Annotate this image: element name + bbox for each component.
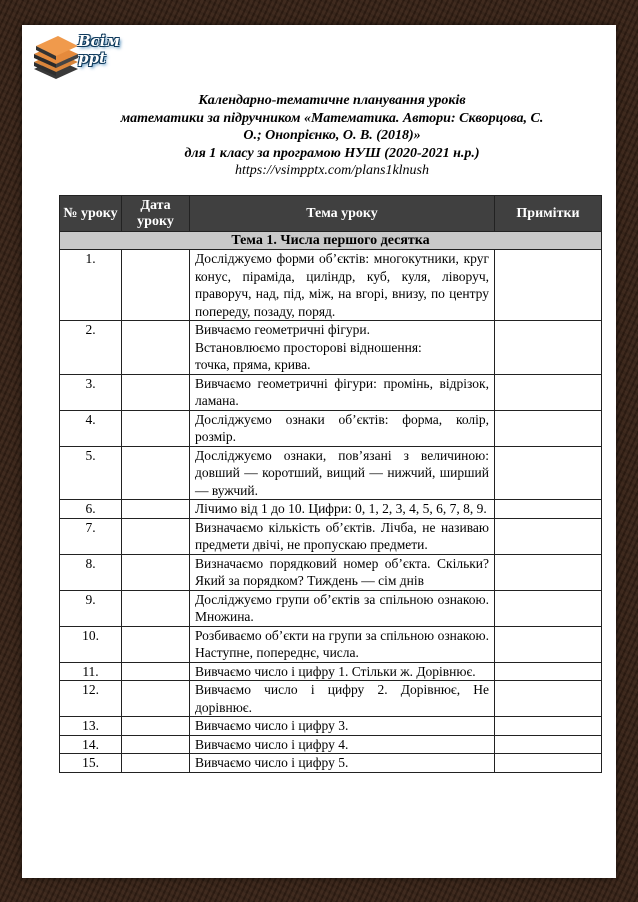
document-header xyxy=(72,92,592,180)
table-row xyxy=(60,250,602,321)
cell-topic: Вивчаємо число і цифру 5. xyxy=(190,754,495,773)
table-row xyxy=(60,518,602,554)
cell-topic: Досліджуємо групи об’єктів за спільною ознакою. Множина. xyxy=(190,590,495,626)
cell-date xyxy=(122,626,190,662)
cell-date xyxy=(122,590,190,626)
table-row xyxy=(60,681,602,717)
cell-number: 1. xyxy=(60,250,122,321)
cell-number: 13. xyxy=(60,717,122,736)
cell-notes xyxy=(495,717,602,736)
cell-topic: Вивчаємо число і цифру 3. xyxy=(190,717,495,736)
cell-number: 9. xyxy=(60,590,122,626)
cell-date xyxy=(122,754,190,773)
cell-topic: Вивчаємо число і цифру 1. Стільки ж. Дорівнює. xyxy=(190,662,495,681)
cell-notes xyxy=(495,500,602,519)
title-line-1: Календарно-тематичне планування уроків xyxy=(198,93,466,108)
cell-number: 8. xyxy=(60,554,122,590)
cell-topic: Досліджуємо форми об’єктів: многокутники, круг конус, піраміда, циліндр, куб, куля, ліворуч, праворуч, над, під, між, на вгорі, внизу, по центру попереду, позаду, поряд. xyxy=(190,250,495,321)
cell-topic: Вивчаємо число і цифру 2. Дорівнює, Не дорівнює. xyxy=(190,681,495,717)
lesson-plan-table xyxy=(59,195,602,773)
column-header-notes: Примітки xyxy=(495,196,602,232)
column-header-topic: Тема уроку xyxy=(190,196,495,232)
table-header-row xyxy=(60,196,602,232)
table-row xyxy=(60,754,602,773)
cell-date xyxy=(122,681,190,717)
cell-topic: Досліджуємо ознаки об’єктів: форма, колір, розмір. xyxy=(190,410,495,446)
cell-number: 15. xyxy=(60,754,122,773)
site-logo[interactable] xyxy=(28,29,138,81)
cell-date xyxy=(122,735,190,754)
cell-date xyxy=(122,662,190,681)
cell-topic: Визначаємо порядковий номер об’єкта. Скільки? Який за порядком? Тиждень — сім днів xyxy=(190,554,495,590)
table-row xyxy=(60,554,602,590)
column-header-number: № уроку xyxy=(60,196,122,232)
title-line-4: для 1 класу за програмою НУШ (2020-2021 н.р.) xyxy=(184,145,480,161)
cell-topic: Вивчаємо геометричні фігури: промінь, відрізок, ламана. xyxy=(190,374,495,410)
table-row xyxy=(60,446,602,500)
cell-date xyxy=(122,250,190,321)
logo-text: Всім ppt xyxy=(78,32,120,67)
cell-number: 3. xyxy=(60,374,122,410)
table-row xyxy=(60,717,602,736)
cell-date xyxy=(122,410,190,446)
cell-notes xyxy=(495,374,602,410)
cell-notes xyxy=(495,554,602,590)
cell-number: 4. xyxy=(60,410,122,446)
cell-notes xyxy=(495,410,602,446)
table-row xyxy=(60,662,602,681)
section-title: Тема 1. Числа першого десятка xyxy=(60,232,602,250)
source-url[interactable]: https://vsimpptx.com/plans1klnush xyxy=(234,163,430,178)
cell-date xyxy=(122,518,190,554)
section-row xyxy=(60,232,602,250)
cell-notes xyxy=(495,590,602,626)
cell-notes xyxy=(495,735,602,754)
table-row xyxy=(60,735,602,754)
title-line-2: математики за підручником «Математика. Автори: Скворцова, С. xyxy=(120,110,544,126)
cell-date xyxy=(122,500,190,519)
cell-topic: Вивчаємо геометричні фігури. Встановлюємо просторові відношення: точка, пряма, крива. xyxy=(190,321,495,375)
table-row xyxy=(60,410,602,446)
cell-number: 11. xyxy=(60,662,122,681)
cell-date xyxy=(122,554,190,590)
cell-topic: Розбиваємо об’єкти на групи за спільною ознакою. Наступне, попереднє, числа. xyxy=(190,626,495,662)
cell-notes xyxy=(495,662,602,681)
cell-topic: Досліджуємо ознаки, пов’язані з величиною: довший — коротший, вищий — нижчий, ширший — вужчий. xyxy=(190,446,495,500)
cell-number: 2. xyxy=(60,321,122,375)
cell-date xyxy=(122,321,190,375)
cell-number: 10. xyxy=(60,626,122,662)
cell-number: 7. xyxy=(60,518,122,554)
cell-topic: Визначаємо кількість об’єктів. Лічба, не називаю предмети двічі, не пропускаю предмети. xyxy=(190,518,495,554)
cell-notes xyxy=(495,321,602,375)
cell-notes xyxy=(495,754,602,773)
table-row xyxy=(60,374,602,410)
cell-number: 12. xyxy=(60,681,122,717)
cell-topic: Вивчаємо число і цифру 4. xyxy=(190,735,495,754)
cell-notes xyxy=(495,518,602,554)
cell-topic: Лічимо від 1 до 10. Цифри: 0, 1, 2, 3, 4, 5, 6, 7, 8, 9. xyxy=(190,500,495,519)
cell-number: 14. xyxy=(60,735,122,754)
cell-number: 5. xyxy=(60,446,122,500)
table-row xyxy=(60,590,602,626)
table-row xyxy=(60,500,602,519)
cell-notes xyxy=(495,446,602,500)
cell-notes xyxy=(495,626,602,662)
cell-notes xyxy=(495,681,602,717)
cell-date xyxy=(122,446,190,500)
table-row xyxy=(60,626,602,662)
cell-date xyxy=(122,374,190,410)
cell-notes xyxy=(495,250,602,321)
document-page xyxy=(22,25,616,878)
table-row xyxy=(60,321,602,375)
title-line-3: О.; Онопрієнко, О. В. (2018)» xyxy=(243,128,421,143)
column-header-date: Дата уроку xyxy=(122,196,190,232)
cell-date xyxy=(122,717,190,736)
cell-number: 6. xyxy=(60,500,122,519)
